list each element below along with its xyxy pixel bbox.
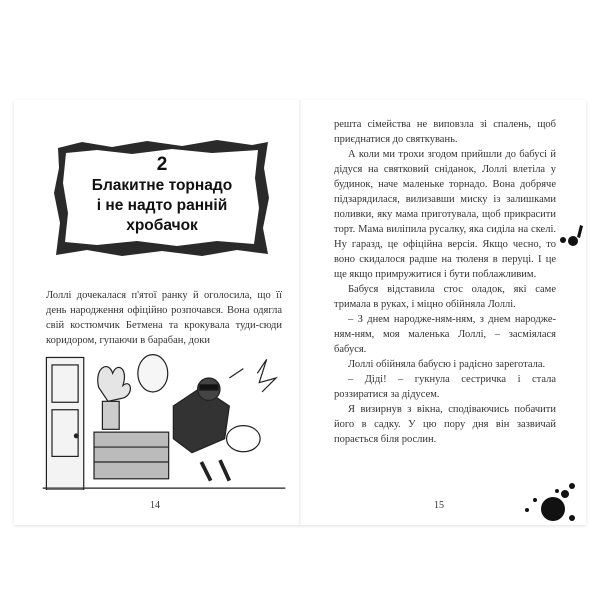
paragraph: – Діді! – гукнула сестричка і стала роззиратися за дідусем.	[334, 374, 556, 400]
batman-drummer-illustration	[34, 350, 294, 490]
chapter-title-line: Блакитне торнадо	[91, 177, 233, 194]
right-page-text	[334, 117, 556, 447]
chapter-title-line: і не надто ранній	[96, 197, 228, 214]
page-number-right: 15	[434, 500, 444, 511]
page-gutter	[299, 100, 301, 525]
paragraph: Лоллі обійняла бабусю і радісно зареготала.	[348, 359, 546, 370]
chapter-heading	[68, 154, 256, 244]
paragraph: решта сімейства не виповзла зі спалень, щоб приєднатися до святкувань.	[334, 119, 556, 145]
paragraph: Бабуся відставила стос оладок, які саме тримала в руках, і міцно обійняла Лоллі.	[334, 284, 556, 310]
paragraph: – З днем народже-ням-ням, з днем народже-ням-ням, моя маленька Лоллі, – засміялася бабуся.	[334, 314, 556, 355]
page-number-left: 14	[150, 500, 160, 511]
ink-splat-small-icon	[559, 222, 585, 248]
chapter-number: 2	[156, 154, 168, 175]
chapter-title-line: хробачок	[126, 217, 198, 234]
ink-splat-large-icon	[519, 482, 579, 524]
paragraph: Я визирнув з вікна, сподіваючись побачити його в садку. У цю пору дня він зазвичай порається біля рослин.	[334, 404, 556, 445]
chapter-title-frame	[52, 138, 272, 258]
paragraph: Лоллі дочекалася п'ятої ранку й оголосила, що її день народження офіційно розпочався. Вона одягла свій костюмчик Бетмена та крокувала туди-сюди коридором, гупаючи в барабан, доки	[46, 290, 282, 346]
left-page-text	[46, 288, 282, 348]
paragraph: А коли ми трохи згодом прийшли до бабусі й дідуся на святковий сніданок, Лоллі влетіла у будинок, наче маленьке торнадо. Вона добряче підзарядилася, вилизавши миску із залишками поливки, яку мама приготувала, щоб прикрасити торт. Мама виліпила русалку, яка сиділа на скелі. Ну гаразд, це офіційна версія. Якщо чесно, то воно скидалося радше на тюленя в перуці. І це ще якщо примружитися і бути поблажливим.	[334, 149, 556, 280]
book-spread	[14, 100, 586, 525]
